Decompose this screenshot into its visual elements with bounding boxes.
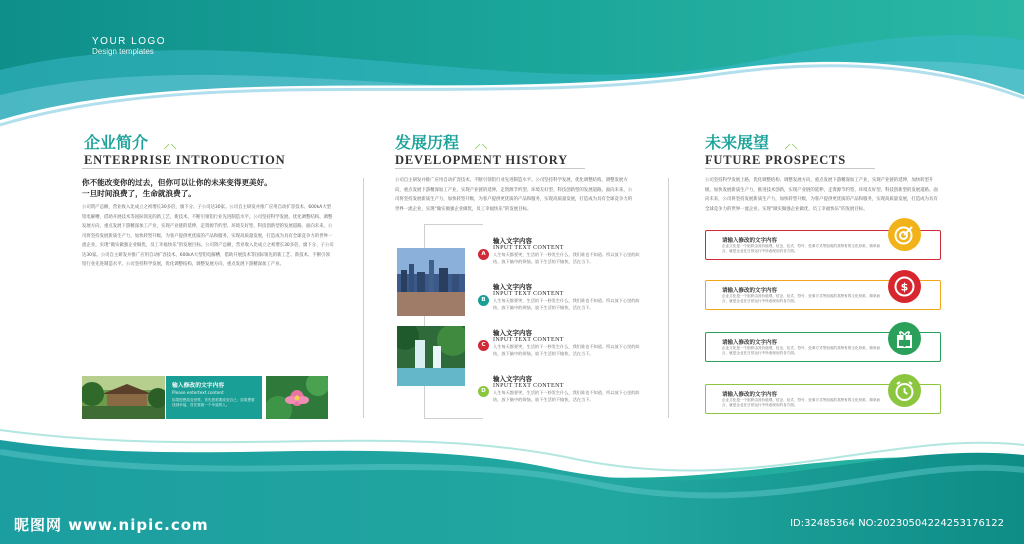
enterprise-title-cn: 企业简介 — [84, 133, 149, 152]
logo — [92, 36, 166, 56]
future-title-en: FUTURE PROSPECTS — [705, 153, 846, 167]
card-description: 如果您想改变世界，首先您需要改变自己；如果想要找到幸福，首先要做一个幸福的人。 — [172, 398, 255, 407]
timeline-item-text: 人生每天都要笑，生活的下一秒发生什么，我们谁也不知道。所以放下心里的纠结，放下脑中的烦恼，放下生活的不愉快，活在当下。 — [493, 344, 640, 356]
timeline-item-title: 输入文字内容 — [493, 283, 532, 291]
leaf-icon: ⸝⸜ — [474, 136, 489, 152]
enterprise-slogan — [82, 177, 350, 199]
timeline-dot-b: B — [478, 295, 489, 306]
prospect-card-title: 请输入修改的文字内容 — [722, 238, 778, 244]
timeline-dot-a: A — [478, 249, 489, 260]
prospect-card-text: 企业文化是一个组织由其价值观、信念、仪式、符号、处事方式等组成的其特有的文化形象，简单而言，就是企业在日常运行中所表现出的各方面。 — [722, 294, 881, 303]
future-title-cn: 未来展望 — [705, 133, 770, 152]
divider — [82, 168, 282, 169]
prospect-card-title: 请输入修改的文字内容 — [722, 288, 778, 294]
gift-icon — [888, 322, 921, 355]
prospect-card-text: 企业文化是一个组织由其价值观、信念、仪式、符号、处事方式等组成的其特有的文化形象，简单而言，就是企业在日常运行中所表现出的各方面。 — [722, 244, 881, 253]
svg-text:$: $ — [900, 280, 909, 294]
prospect-card-title: 请输入修改的文字内容 — [722, 392, 778, 398]
timeline-item-text: 人生每天都要笑，生活的下一秒发生什么，我们谁也不知道。所以放下心里的纠结，放下脑中的烦恼，放下生活的不愉快，活在当下。 — [493, 390, 640, 402]
slogan-line-1: 你不能改变你的过去，但你可以让你的未来变得更美好。 — [82, 178, 272, 187]
watermark-left: 昵图网 www.nipic.com — [14, 516, 209, 534]
development-title — [395, 130, 568, 168]
development-title-cn: 发展历程 — [395, 133, 460, 152]
timeline-item-title: 输入文字内容 — [493, 237, 532, 245]
timeline-item — [493, 374, 643, 403]
timeline-dot-c: C — [478, 340, 489, 351]
timeline-item-subtitle: INPUT TEXT CONTENT — [493, 245, 564, 251]
future-intro: 公司坚持科学发展上路，优化调整结构，调整发展方向，重点发展下游精深加工产业，实现产业链的延伸，加快转型升级，加快发展新质生产力，推进技术创新，实现产业链的延伸，走资源节约型、环境友好型、科技创新型的发展道路。面向未来，公司将坚持发展新质生产力，加快转型升级，为客户提供更优质的产品和服务，实现高质量发展，打造成为具有全球竞争力的世界一流企业。实现“做实做强企业做优，员工幸福快乐”的发展目标。 — [705, 178, 938, 212]
enterprise-body: 公司资产总额，营业收入比成立之初增长30多倍，旗下分、子公司达30家。公司自主研发并推广应用自动扩容技术、600kA大型铝电解槽，借助开展技术等国际领先的新工艺、新技术、不断引领铝行业先进制造水平。公司坚持科学发展、优化调整结构、调整发展方向，重点发展下游精深加工产业，实现产业链的延伸，走资源节约型、环境友好型、科技创新型的发展道路。面向未来，公司将坚持发展新质生产力，加快转型升级，为客户提供更优质的产品和服务，实现高质量发展，打造成为具有全球竞争力的世界一流企业。实现“做实做强企业做优，员工幸福快乐”的发展目标。公司资产总额，营业收入比成立之初增长30多倍，旗下分、子公司达30家。公司自主研发并推广应用自动扩容技术、600kA大型铝电解槽，借助开展技术等国际领先的新工艺、新技术、不断引领铝行业先进制造水平。公司坚持科学发展，优化调整结构，调整发展方向，重点发展下游精深加工产业。 — [82, 205, 334, 267]
timeline-item-title: 输入文字内容 — [493, 375, 532, 383]
future-title — [705, 130, 846, 168]
timeline-item-subtitle: INPUT TEXT CONTENT — [493, 383, 564, 389]
timeline-item-text: 人生每天都要笑，生活的下一秒发生什么，我们谁也不知道。所以放下心里的纠结，放下脑中的烦恼，放下生活的不愉快，活在当下。 — [493, 252, 640, 264]
divider — [705, 168, 875, 169]
enterprise-title — [84, 130, 285, 168]
enterprise-title-en: ENTERPRISE INTRODUCTION — [84, 153, 286, 167]
timeline-item-subtitle: INPUT TEXT CONTENT — [493, 291, 564, 297]
prospect-card-text: 企业文化是一个组织由其价值观、信念、仪式、符号、处事方式等组成的其特有的文化形象，简单而言，就是企业在日常运行中所表现出的各方面。 — [722, 398, 881, 407]
divider — [395, 168, 585, 169]
dollar-icon — [888, 270, 921, 303]
timeline-item-text: 人生每天都要笑，生活的下一秒发生什么，我们谁也不知道。所以放下心里的纠结，放下脑中的烦恼，放下生活的不愉快，活在当下。 — [493, 298, 640, 310]
timeline-item-title: 输入文字内容 — [493, 329, 532, 337]
prospect-card-text: 企业文化是一个组织由其价值观、信念、仪式、符号、处事方式等组成的其特有的文化形象，简单而言，就是企业在日常运行中所表现出的各方面。 — [722, 346, 881, 355]
city-photo — [397, 248, 465, 316]
slogan-line-2: 一旦时间浪费了，生命就浪费了。 — [82, 189, 196, 198]
timeline-item-subtitle: INPUT TEXT CONTENT — [493, 337, 564, 343]
waterfall-photo — [397, 326, 465, 386]
timeline-item — [493, 282, 643, 311]
lotus-photo — [266, 376, 328, 419]
card-subtitle: Please entertext content — [172, 390, 224, 395]
card-title: 输入修改的文字内容 — [172, 383, 225, 389]
leaf-icon: ⸝⸜ — [163, 136, 178, 152]
logo-subtext: Design templates — [92, 47, 154, 56]
leaf-icon: ⸝⸜ — [784, 136, 799, 152]
development-title-en: DEVELOPMENT HISTORY — [395, 153, 569, 167]
column-divider — [363, 178, 364, 418]
logo-text: YOUR LOGO — [92, 36, 167, 47]
development-intro: 公司自主研发并推广应用自动扩容技术、不断引领铝行业先进制造水平。公司坚持科学发展，优化调整结构，调整发展方向，重点发展下游精深加工产业，实现产业链的延伸，走资源节约型、环境友好型、科技创新型的发展道路。面向未来，公司将坚持发展新质生产力，加快转型升级，为客户提供更优质的产品和服务，实现高质量发展，打造成为具有全球竞争力的世界一流企业，实现“做实做强企业做优，员工幸福快乐”的发展目标。 — [395, 178, 633, 212]
timeline-item — [493, 236, 643, 265]
column-divider — [668, 178, 669, 418]
target-icon — [888, 218, 921, 251]
alarm-clock-icon — [888, 374, 921, 407]
prospect-card-title: 请输入修改的文字内容 — [722, 340, 778, 346]
enterprise-card — [166, 376, 262, 419]
timeline-dot-d: D — [478, 386, 489, 397]
timeline-item — [493, 328, 643, 357]
watermark-right: ID:32485364 NO:20230504224253176122 — [790, 518, 1004, 529]
garden-photo — [82, 376, 165, 419]
